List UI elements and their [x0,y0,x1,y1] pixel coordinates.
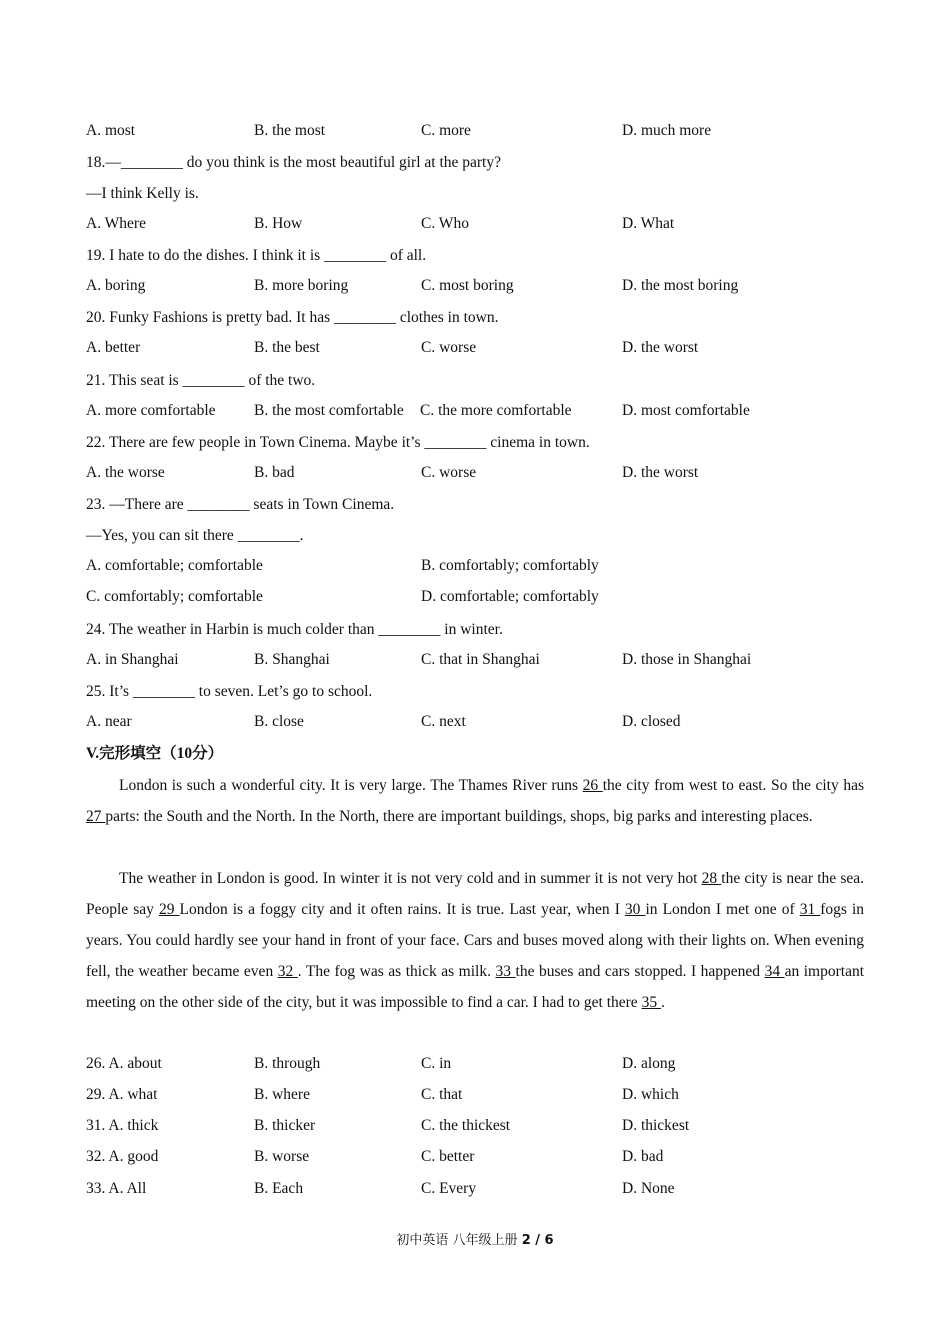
blank-26: 26 [582,777,603,794]
q19-option-a: A. boring [86,277,146,294]
passage-paragraph-1 [86,770,864,832]
q23-stem: 23. —There are ________ seats in Town Cinema. [86,496,395,513]
q19-option-b: B. more boring [254,277,349,294]
q21-stem: 21. This seat is ________ of the two. [86,372,316,389]
q33-option-b: B. Each [254,1180,304,1197]
passage-text: London is a foggy city and it often rains. It is true. Last year, when I [179,901,625,918]
q23-option-a: A. comfortable; comfortable [86,557,263,574]
q26-option-a: 26. A. about [86,1055,162,1072]
q29-option-c: C. that [421,1086,463,1103]
q23-option-c: C. comfortably; comfortable [86,588,263,605]
q17-option-d: D. much more [622,122,712,139]
blank-28: 28 [701,870,722,887]
q22-option-d: D. the worst [622,464,699,481]
q24-stem: 24. The weather in Harbin is much colder than ________ in winter. [86,621,503,638]
q22-option-c: C. worse [421,464,477,481]
q17-option-b: B. the most [254,122,326,139]
q32-option-a: 32. A. good [86,1148,159,1165]
q29-option-d: D. which [622,1086,679,1103]
q26-option-d: D. along [622,1055,676,1072]
page-footer [0,1229,950,1248]
q25-option-a: A. near [86,713,132,730]
passage-text: London is such a wonderful city. It is very large. The Thames River runs [119,777,583,794]
q18-option-b: B. How [254,215,303,232]
passage-text: The weather in London is good. In winter it is not very cold and in summer it is not very hot [119,870,702,887]
q18-option-d: D. What [622,215,675,232]
blank-27: 27 [86,808,106,825]
q19-option-c: C. most boring [421,277,514,294]
q31-option-c: C. the thickest [421,1117,511,1134]
passage-text: an important meeting on the other side of the city, but it was impossible to find a car. I had to get there [86,963,865,1011]
q23-reply: —Yes, you can sit there ________. [86,527,304,544]
q21-option-d: D. most comfortable [622,402,750,419]
blank-31: 31 [799,901,821,918]
q25-stem: 25. It’s ________ to seven. Let’s go to school. [86,683,373,700]
footer-label: 初中英语 八年级上册 [396,1233,518,1248]
passage-text: the city from west to east. So the city has [602,777,864,794]
q26-option-c: C. in [421,1055,452,1072]
q31-option-d: D. thickest [622,1117,690,1134]
q32-option-c: C. better [421,1148,475,1165]
q22-stem: 22. There are few people in Town Cinema. Maybe it’s ________ cinema in town. [86,434,590,451]
q25-option-c: C. next [421,713,466,730]
passage-text: . [660,994,665,1011]
blank-32: 32 [277,963,298,980]
q24-option-b: B. Shanghai [254,651,330,668]
q24-option-a: A. in Shanghai [86,651,179,668]
q23-option-d: D. comfortable; comfortably [421,588,599,605]
section-5-title: V.完形填空（10分） [86,745,224,762]
q20-stem: 20. Funky Fashions is pretty bad. It has ________ clothes in town. [86,309,499,326]
q17-option-c: C. more [421,122,471,139]
q22-option-a: A. the worse [86,464,165,481]
passage-paragraph-2 [86,863,864,1018]
blank-29: 29 [158,901,180,918]
q22-option-b: B. bad [254,464,295,481]
q29-option-b: B. where [254,1086,310,1103]
q18-stem: 18.—________ do you think is the most beautiful girl at the party? [86,154,501,171]
page-number: 2 / 6 [521,1233,554,1248]
blank-30: 30 [624,901,646,918]
q21-option-a: A. more comfortable [86,402,216,419]
passage-text: in London I met one of [645,901,800,918]
q31-option-b: B. thicker [254,1117,316,1134]
passage-text: . The fog was as thick as milk. [297,963,496,980]
q20-option-d: D. the worst [622,339,699,356]
q20-option-a: A. better [86,339,141,356]
q32-option-d: D. bad [622,1148,664,1165]
blank-33: 33 [495,963,516,980]
blank-34: 34 [764,963,785,980]
q26-option-b: B. through [254,1055,321,1072]
q20-option-c: C. worse [421,339,477,356]
passage-text: parts: the South and the North. In the North, there are important buildings, shops, big parks and interesting places. [105,808,813,825]
q29-option-a: 29. A. what [86,1086,158,1103]
q24-option-d: D. those in Shanghai [622,651,752,668]
q18-reply: —I think Kelly is. [86,185,199,202]
q18-option-a: A. Where [86,215,146,232]
q21-option-c: C. the more comfortable [420,402,572,419]
q17-option-a: A. most [86,122,136,139]
q31-option-a: 31. A. thick [86,1117,159,1134]
q25-option-d: D. closed [622,713,681,730]
q33-option-d: D. None [622,1180,675,1197]
blank-35: 35 [641,994,661,1011]
q19-stem: 19. I hate to do the dishes. I think it is ________ of all. [86,247,427,264]
q18-option-c: C. Who [421,215,469,232]
q23-option-b: B. comfortably; comfortably [421,557,599,574]
q33-option-c: C. Every [421,1180,477,1197]
passage-text: the buses and cars stopped. I happened [515,963,765,980]
passage-text: fogs in years. You could hardly see your hand in front of your face. Cars and buses moved along with their lights on. When evening fell, the weather became even [86,901,865,980]
q25-option-b: B. close [254,713,304,730]
q32-option-b: B. worse [254,1148,310,1165]
q21-option-b: B. the most comfortable [254,402,404,419]
q33-option-a: 33. A. All [86,1180,147,1197]
passage-text: the city is near the sea. People say [86,870,865,918]
q20-option-b: B. the best [254,339,320,356]
q19-option-d: D. the most boring [622,277,739,294]
q24-option-c: C. that in Shanghai [421,651,540,668]
